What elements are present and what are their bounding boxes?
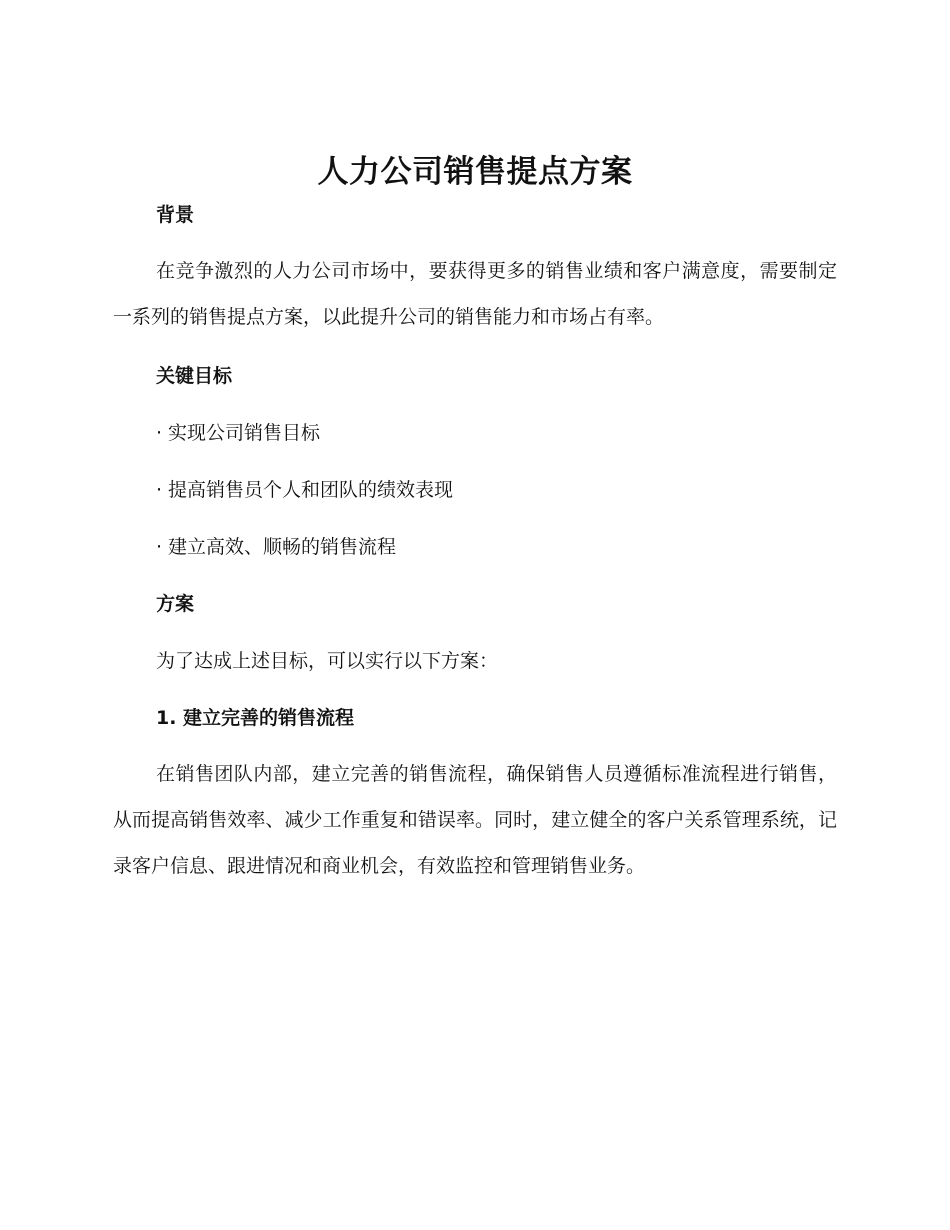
plan-intro: 为了达成上述目标，可以实行以下方案：: [156, 650, 499, 672]
goal-item-text: 建立高效、顺畅的销售流程: [168, 536, 397, 558]
section-heading-background: 背景: [156, 204, 195, 226]
goal-item: [113, 420, 837, 446]
page-title: 人力公司销售提点方案: [317, 154, 633, 190]
bullet-icon: ·: [156, 422, 163, 444]
goal-item: [113, 477, 837, 503]
section-heading-goals: 关键目标: [156, 365, 233, 387]
bullet-icon: ·: [156, 479, 163, 501]
goal-item-text: 实现公司销售目标: [168, 422, 321, 444]
plan-paragraph: 在销售团队内部，建立完善的销售流程，确保销售人员遵循标准流程进行销售，从而提高销售效率、减少工作重复和错误率。同时，建立健全的客户关系管理系统，记录客户信息、跟进情况和商业机会，有效监控和管理销售业务。: [113, 763, 837, 877]
background-paragraph: 在竞争激烈的人力公司市场中，要获得更多的销售业绩和客户满意度，需要制定一系列的销售提点方案，以此提升公司的销售能力和市场占有率。: [113, 260, 837, 328]
section-heading-plan: 方案: [156, 593, 195, 615]
bullet-icon: ·: [156, 536, 163, 558]
plan-subheading: 1. 建立完善的销售流程: [156, 707, 355, 729]
goal-item: [113, 534, 837, 560]
goal-item-text: 提高销售员个人和团队的绩效表现: [168, 479, 454, 501]
